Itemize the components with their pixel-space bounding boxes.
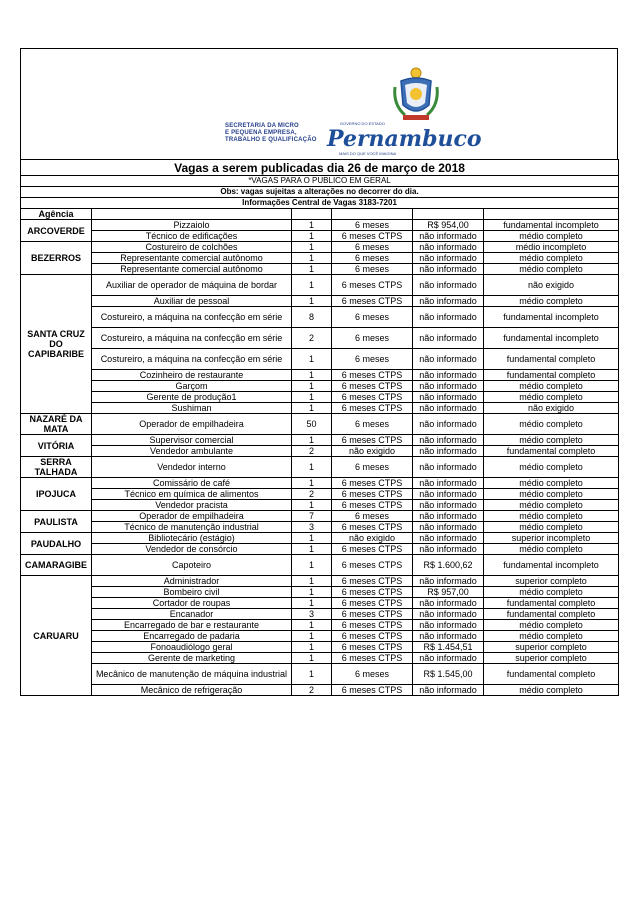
vacancies-cell: 50 [292,414,332,435]
occupation-cell: Vendedor de consórcio [92,544,292,555]
org-line-2: E PEQUENA EMPRESA, [225,130,297,136]
experience-cell: 6 meses CTPS [332,522,413,533]
experience-cell: 6 meses [332,349,413,370]
vacancies-cell: 1 [292,598,332,609]
state-wordmark: Pernambuco [327,126,482,152]
occupation-cell: Operador de empilhadeira [92,511,292,522]
experience-cell: 6 meses CTPS [332,685,413,696]
occupation-cell: Comissário de café [92,478,292,489]
experience-cell: 6 meses [332,264,413,275]
agency-cell: IPOJUCA [21,478,92,511]
vacancies-cell: 8 [292,307,332,328]
experience-cell: 6 meses [332,414,413,435]
vacancies-cell: 2 [292,446,332,457]
experience-cell: não exigido [332,533,413,544]
education-cell: médio completo [484,264,619,275]
experience-cell: 6 meses CTPS [332,500,413,511]
occupation-cell: Cortador de roupas [92,598,292,609]
vacancies-cell: 1 [292,478,332,489]
coat-of-arms-icon [391,65,441,125]
education-cell: médio completo [484,478,619,489]
experience-cell: 6 meses CTPS [332,370,413,381]
experience-cell: 6 meses CTPS [332,381,413,392]
table-row [21,544,619,555]
occupation-cell: Cozinheiro de restaurante [92,370,292,381]
salary-cell: não informado [413,392,484,403]
occupation-cell: Encarregado de bar e restaurante [92,620,292,631]
salary-cell: não informado [413,511,484,522]
occupation-cell: Costureiro de colchões [92,242,292,253]
vacancies-cell: 1 [292,392,332,403]
education-cell: médio completo [484,231,619,242]
vacancies-cell: 2 [292,328,332,349]
table-row [21,587,619,598]
table-row [21,576,619,587]
table-row [21,478,619,489]
experience-cell: 6 meses CTPS [332,403,413,414]
experience-cell: 6 meses CTPS [332,435,413,446]
education-cell: médio incompleto [484,242,619,253]
page-title: Vagas a serem publicadas dia 26 de março de 2018 [21,160,619,176]
table-row [21,664,619,685]
occupation-cell: Vendedor ambulante [92,446,292,457]
vacancies-cell: 1 [292,275,332,296]
vacancy-table [20,159,619,696]
vacancies-cell: 1 [292,264,332,275]
salary-cell: R$ 1.545,00 [413,664,484,685]
vacancies-cell: 1 [292,242,332,253]
experience-cell: 6 meses [332,253,413,264]
vacancies-cell: 1 [292,631,332,642]
experience-cell: 6 meses CTPS [332,620,413,631]
vacancies-cell: 7 [292,511,332,522]
vacancies-cell: 1 [292,253,332,264]
table-row [21,598,619,609]
agency-cell: VITÓRIA [21,435,92,457]
experience-cell: 6 meses CTPS [332,653,413,664]
salary-cell: não informado [413,328,484,349]
vacancies-cell: 1 [292,620,332,631]
experience-cell: 6 meses [332,242,413,253]
table-row [21,620,619,631]
experience-cell: 6 meses CTPS [332,631,413,642]
agency-cell: CAMARAGIBE [21,555,92,576]
header-blank-cell [332,209,413,220]
education-cell: fundamental completo [484,349,619,370]
experience-cell: 6 meses CTPS [332,555,413,576]
education-cell: fundamental incompleto [484,220,619,231]
education-cell: médio completo [484,392,619,403]
vacancies-cell: 2 [292,685,332,696]
vacancies-cell: 1 [292,381,332,392]
vacancies-cell: 2 [292,489,332,500]
salary-cell: não informado [413,403,484,414]
education-cell: médio completo [484,381,619,392]
education-cell: não exigido [484,403,619,414]
education-cell: médio completo [484,296,619,307]
education-cell: não exigido [484,275,619,296]
table-row [21,511,619,522]
occupation-cell: Vendedor interno [92,457,292,478]
salary-cell: não informado [413,414,484,435]
education-cell: fundamental incompleto [484,555,619,576]
vacancies-cell: 1 [292,349,332,370]
agency-column-header: Agência [21,209,92,220]
agency-cell: PAUDALHO [21,533,92,555]
occupation-cell: Costureiro, a máquina na confecção em série [92,307,292,328]
education-cell: fundamental incompleto [484,328,619,349]
table-row [21,489,619,500]
header-blank-cell [413,209,484,220]
occupation-cell: Técnico em química de alimentos [92,489,292,500]
table-row [21,446,619,457]
experience-cell: não exigido [332,446,413,457]
vacancies-cell: 1 [292,370,332,381]
occupation-cell: Fonoaudiólogo geral [92,642,292,653]
experience-cell: 6 meses CTPS [332,392,413,403]
occupation-cell: Mecânico de manutenção de máquina industrial [92,664,292,685]
vacancies-cell: 1 [292,555,332,576]
table-row [21,653,619,664]
vacancies-cell: 1 [292,587,332,598]
table-row [21,522,619,533]
salary-cell: não informado [413,349,484,370]
org-line-1: SECRETARIA DA MICRO [225,123,299,129]
experience-cell: 6 meses [332,511,413,522]
occupation-cell: Bibliotecário (estágio) [92,533,292,544]
subtitle-contact: Informações Central de Vagas 3183-7201 [21,198,619,209]
occupation-cell: Gerente de produção1 [92,392,292,403]
salary-cell: R$ 954,00 [413,220,484,231]
salary-cell: não informado [413,296,484,307]
education-cell: fundamental incompleto [484,307,619,328]
agency-cell: PAULISTA [21,511,92,533]
salary-cell: não informado [413,500,484,511]
experience-cell: 6 meses CTPS [332,544,413,555]
table-row [21,370,619,381]
occupation-cell: Capoteiro [92,555,292,576]
state-government-label: GOVERNO DO ESTADO [340,121,385,126]
salary-cell: não informado [413,264,484,275]
table-row [21,220,619,231]
education-cell: superior completo [484,642,619,653]
education-cell: médio completo [484,620,619,631]
experience-cell: 6 meses CTPS [332,489,413,500]
salary-cell: não informado [413,489,484,500]
occupation-cell: Administrador [92,576,292,587]
occupation-cell: Costureiro, a máquina na confecção em série [92,328,292,349]
education-cell: superior completo [484,576,619,587]
agency-cell: SERRA TALHADA [21,457,92,478]
occupation-cell: Sushiman [92,403,292,414]
table-row [21,631,619,642]
vacancies-cell: 1 [292,642,332,653]
education-cell: fundamental completo [484,664,619,685]
salary-cell: não informado [413,275,484,296]
experience-cell: 6 meses CTPS [332,587,413,598]
salary-cell: não informado [413,544,484,555]
occupation-cell: Garçom [92,381,292,392]
table-row [21,253,619,264]
salary-cell: não informado [413,576,484,587]
vacancies-cell: 1 [292,435,332,446]
vacancies-cell: 3 [292,522,332,533]
subtitle-public: *VAGAS PARA O PUBLICO EM GERAL [21,176,619,187]
table-row [21,275,619,296]
document-header [20,48,618,159]
salary-cell: não informado [413,370,484,381]
salary-cell: R$ 1.600,62 [413,555,484,576]
vacancies-cell: 1 [292,296,332,307]
experience-cell: 6 meses CTPS [332,296,413,307]
vacancies-cell: 1 [292,231,332,242]
occupation-cell: Vendedor pracista [92,500,292,511]
salary-cell: não informado [413,253,484,264]
table-row [21,392,619,403]
table-row [21,414,619,435]
table-row [21,307,619,328]
education-cell: médio completo [484,685,619,696]
government-logo [219,71,482,156]
vacancies-cell: 1 [292,457,332,478]
table-row [21,264,619,275]
table-row [21,242,619,253]
header-blank-cell [484,209,619,220]
education-cell: fundamental completo [484,598,619,609]
table-row [21,381,619,392]
salary-cell: não informado [413,231,484,242]
salary-cell: não informado [413,598,484,609]
vacancies-cell: 1 [292,576,332,587]
occupation-cell: Operador de empilhadeira [92,414,292,435]
experience-cell: 6 meses CTPS [332,576,413,587]
secretariat-name [225,123,317,144]
education-cell: médio completo [484,457,619,478]
education-cell: fundamental completo [484,446,619,457]
education-cell: fundamental completo [484,609,619,620]
agency-cell: CARUARU [21,576,92,696]
agency-cell: NAZARÉ DA MATA [21,414,92,435]
education-cell: médio completo [484,587,619,598]
salary-cell: não informado [413,609,484,620]
experience-cell: 6 meses [332,220,413,231]
salary-cell: não informado [413,533,484,544]
table-row [21,685,619,696]
occupation-cell: Técnico de manutenção industrial [92,522,292,533]
vacancies-cell: 3 [292,609,332,620]
table-row [21,609,619,620]
subtitle-notice: Obs: vagas sujeitas a alterações no decorrer do dia. [21,187,619,198]
salary-cell: não informado [413,307,484,328]
table-row [21,500,619,511]
table-row [21,642,619,653]
occupation-cell: Representante comercial autônomo [92,264,292,275]
occupation-cell: Supervisor comercial [92,435,292,446]
education-cell: superior completo [484,653,619,664]
occupation-cell: Costureiro, a máquina na confecção em série [92,349,292,370]
salary-cell: não informado [413,435,484,446]
experience-cell: 6 meses CTPS [332,598,413,609]
occupation-cell: Bombeiro civil [92,587,292,598]
experience-cell: 6 meses CTPS [332,231,413,242]
education-cell: médio completo [484,414,619,435]
occupation-cell: Auxiliar de pessoal [92,296,292,307]
salary-cell: não informado [413,381,484,392]
salary-cell: não informado [413,478,484,489]
occupation-cell: Gerente de marketing [92,653,292,664]
experience-cell: 6 meses CTPS [332,609,413,620]
vacancies-cell: 1 [292,664,332,685]
salary-cell: não informado [413,653,484,664]
salary-cell: não informado [413,457,484,478]
occupation-cell: Técnico de edificações [92,231,292,242]
education-cell: médio completo [484,489,619,500]
education-cell: médio completo [484,253,619,264]
vacancies-cell: 1 [292,403,332,414]
vacancies-cell: 1 [292,533,332,544]
experience-cell: 6 meses CTPS [332,642,413,653]
header-blank-cell [92,209,292,220]
experience-cell: 6 meses [332,307,413,328]
header-blank-cell [292,209,332,220]
salary-cell: não informado [413,631,484,642]
education-cell: médio completo [484,435,619,446]
education-cell: médio completo [484,544,619,555]
occupation-cell: Representante comercial autônomo [92,253,292,264]
table-row [21,533,619,544]
salary-cell: não informado [413,522,484,533]
experience-cell: 6 meses [332,328,413,349]
salary-cell: não informado [413,685,484,696]
education-cell: médio completo [484,522,619,533]
education-cell: médio completo [484,511,619,522]
table-row [21,296,619,307]
occupation-cell: Encarregado de padaria [92,631,292,642]
agency-cell: ARCOVERDE [21,220,92,242]
table-row [21,435,619,446]
table-row [21,457,619,478]
org-line-3: TRABALHO E QUALIFICAÇÃO [225,137,317,143]
occupation-cell: Pizzaiolo [92,220,292,231]
occupation-cell: Auxiliar de operador de máquina de bordar [92,275,292,296]
salary-cell: não informado [413,446,484,457]
experience-cell: 6 meses CTPS [332,478,413,489]
agency-cell: SANTA CRUZ DO CAPIBARIBE [21,275,92,414]
agency-cell: BEZERROS [21,242,92,275]
vacancies-cell: 1 [292,500,332,511]
education-cell: médio completo [484,631,619,642]
salary-cell: não informado [413,620,484,631]
education-cell: fundamental completo [484,370,619,381]
table-row [21,349,619,370]
table-row [21,403,619,414]
vacancies-cell: 1 [292,653,332,664]
occupation-cell: Encanador [92,609,292,620]
vacancies-cell: 1 [292,220,332,231]
salary-cell: R$ 1.454,51 [413,642,484,653]
table-row [21,328,619,349]
experience-cell: 6 meses [332,664,413,685]
experience-cell: 6 meses [332,457,413,478]
experience-cell: 6 meses CTPS [332,275,413,296]
occupation-cell: Mecânico de refrigeração [92,685,292,696]
salary-cell: não informado [413,242,484,253]
vacancy-sheet [20,48,618,696]
salary-cell: R$ 957,00 [413,587,484,598]
table-row [21,555,619,576]
education-cell: superior incompleto [484,533,619,544]
vacancies-cell: 1 [292,544,332,555]
table-row [21,231,619,242]
state-slogan: MAIS DO QUE VOCÊ IMAGINA [339,151,397,156]
education-cell: médio completo [484,500,619,511]
